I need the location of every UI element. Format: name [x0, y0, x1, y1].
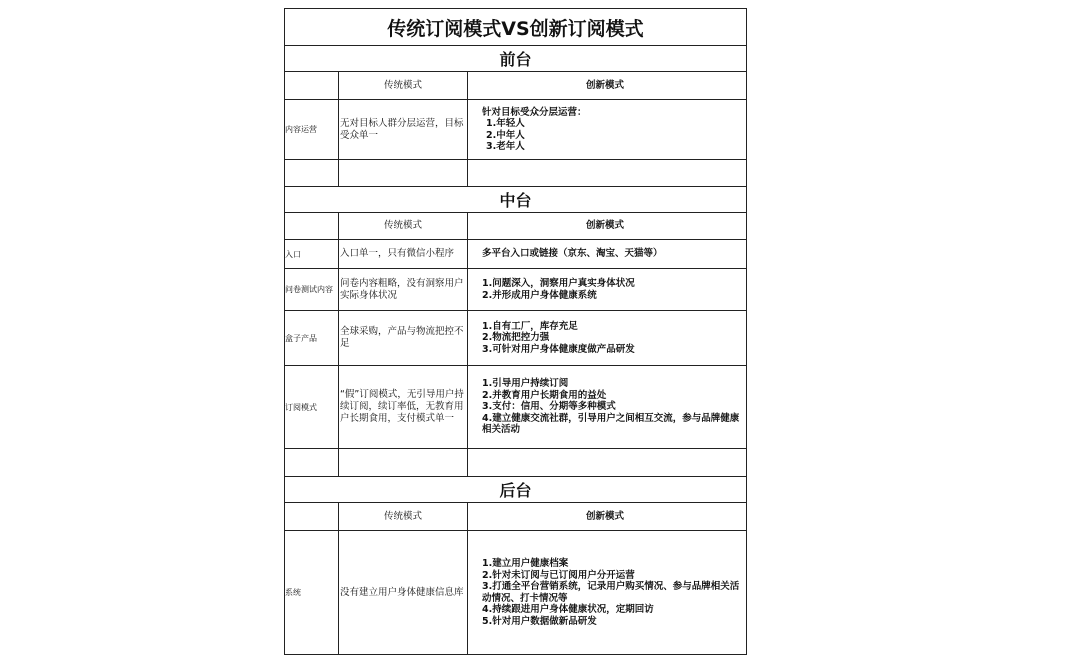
traditional-cell: “假”订阅模式，无引导用户持续订阅，续订率低，无教育用户长期食用，支付模式单一	[339, 366, 468, 448]
innovative-cell: 针对目标受众分层运营： 1.年轻人 2.中年人 3.老年人	[482, 106, 587, 152]
header-innovative: 创新模式	[585, 220, 624, 232]
traditional-cell	[339, 449, 468, 476]
header-traditional: 传统模式	[339, 503, 468, 530]
table-row	[285, 311, 746, 366]
sheet-title: 传统订阅模式VS创新订阅模式	[285, 9, 746, 46]
back-header-row	[285, 503, 746, 531]
table-row	[285, 100, 746, 160]
row-label: 内容运营	[285, 100, 339, 159]
row-label	[285, 449, 339, 476]
traditional-cell: 问卷内容粗略，没有洞察用户实际身体状况	[339, 269, 468, 310]
innovative-cell	[468, 449, 746, 476]
innovative-cell: 1.问题深入，洞察用户真实身体状况 2.并形成用户身体健康系统	[482, 278, 635, 301]
traditional-cell: 没有建立用户身体健康信息库	[339, 531, 468, 654]
table-row	[285, 240, 746, 269]
row-label: 系统	[285, 531, 339, 654]
row-label: 入口	[285, 240, 339, 268]
innovative-cell	[468, 160, 746, 186]
header-innovative: 创新模式	[585, 79, 624, 91]
header-innovative: 创新模式	[585, 510, 624, 522]
traditional-cell: 全球采购，产品与物流把控不足	[339, 311, 468, 365]
middle-header-row	[285, 213, 746, 240]
header-traditional: 传统模式	[339, 72, 468, 99]
row-label: 订阅模式	[285, 366, 339, 448]
front-header-row	[285, 72, 746, 100]
table-row	[285, 531, 746, 654]
row-label	[285, 160, 339, 186]
header-blank-cell	[285, 213, 339, 239]
comparison-sheet	[284, 8, 747, 655]
row-label: 问卷测试内容	[285, 269, 339, 310]
table-row	[285, 269, 746, 311]
header-blank-cell	[285, 503, 339, 530]
table-row	[285, 366, 746, 449]
innovative-cell: 多平台入口或链接（京东、淘宝、天猫等）	[482, 248, 663, 260]
header-traditional: 传统模式	[339, 213, 468, 239]
innovative-cell: 1.建立用户健康档案 2.针对未订阅与已订阅用户分开运营 3.打通全平台营销系统，记录用户购买情况、参与品牌相关活动情况、打卡情况等 4.持续跟进用户身体健康状况，定期回访 5.针对用户数据做新品研发	[482, 558, 740, 627]
table-row-empty	[285, 160, 746, 187]
table-row-empty	[285, 449, 746, 477]
section-front-title: 前台	[285, 46, 746, 72]
section-back-title: 后台	[285, 477, 746, 503]
traditional-cell	[339, 160, 468, 186]
innovative-cell: 1.引导用户持续订阅 2.并教育用户长期食用的益处 3.支付：信用、分期等多种模式 4.建立健康交流社群，引导用户之间相互交流，参与品牌健康相关活动	[482, 378, 740, 436]
row-label: 盒子产品	[285, 311, 339, 365]
section-middle-title: 中台	[285, 187, 746, 213]
header-blank-cell	[285, 72, 339, 99]
traditional-cell: 无对目标人群分层运营，目标受众单一	[339, 100, 468, 159]
traditional-cell: 入口单一，只有微信小程序	[339, 240, 468, 268]
innovative-cell: 1.自有工厂，库存充足 2.物流把控力强 3.可针对用户身体健康度做产品研发	[482, 320, 635, 355]
